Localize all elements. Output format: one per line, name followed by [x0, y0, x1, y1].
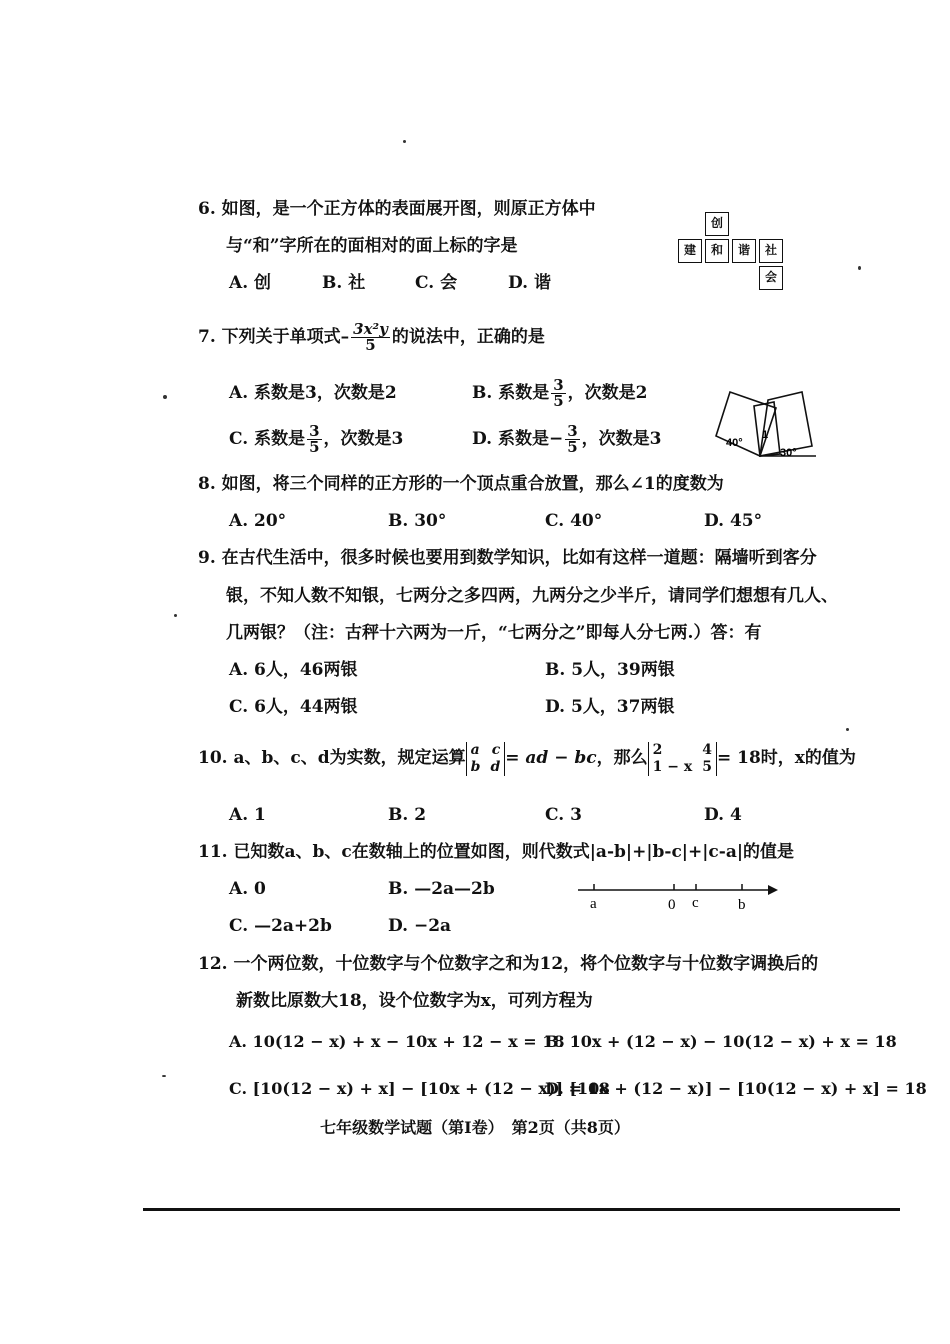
q7-optb-pre: B. 系数是	[472, 383, 550, 403]
q6-option-a: A. 创	[229, 273, 272, 293]
q7-option-b	[472, 373, 648, 413]
q9-option-a: A. 6人，46两银	[229, 660, 358, 680]
label-b: b	[738, 897, 746, 912]
q10-option-a: A. 1	[229, 805, 266, 825]
page-footer: 七年级数学试题（第Ⅰ卷） 第2页（共8页）	[320, 1118, 630, 1137]
q6-line2: 与“和”字所在的面相对的面上标的字是	[226, 236, 518, 256]
q12-option-b: B. 10x + (12 − x) − 10(12 − x) + x = 18	[545, 1032, 897, 1051]
det1-b: b	[470, 758, 481, 775]
q7-optd-fraction	[565, 424, 579, 455]
axis-arrow	[768, 885, 778, 895]
q8-option-c: C. 40°	[545, 511, 603, 531]
q8-option-b: B. 30°	[388, 511, 447, 531]
net-cell-chuang: 创	[705, 212, 729, 236]
net-cell-jian: 建	[678, 239, 702, 263]
q9-line3: 几两银？（注：古秤十六两为一斤，“七两分之”即每人分七两.）答：有	[226, 623, 762, 643]
q12-line2: 新数比原数大18，设个位数字为x，可列方程为	[236, 991, 593, 1011]
det2-5: 5	[702, 758, 712, 775]
q7-stem-post: 的说法中，正确的是	[391, 327, 545, 347]
q10-determinant-def	[466, 742, 506, 776]
q10-determinant-given	[648, 742, 717, 776]
scan-speck	[403, 140, 406, 143]
q7-optb-den: 5	[553, 392, 564, 410]
q12-option-d: D. [10x + (12 − x)] − [10(12 − x) + x] = 18	[545, 1079, 927, 1098]
q7-optb-fraction	[551, 378, 565, 409]
bottom-rule	[143, 1208, 900, 1211]
q11-option-c: C. —2a+2b	[229, 916, 332, 936]
label-0: 0	[668, 897, 676, 912]
number-line-figure	[574, 878, 784, 912]
q10-option-b: B. 2	[388, 805, 427, 825]
det2-2: 2	[652, 741, 663, 758]
det2-4: 4	[702, 741, 712, 758]
q9-option-c: C. 6人，44两银	[229, 697, 358, 717]
q7-optc-post: ，次数是3	[323, 429, 404, 449]
q7-optd-den: 5	[567, 438, 578, 456]
q6-option-b: B. 社	[322, 273, 366, 293]
angle-40-label: 40°	[726, 437, 743, 449]
q7-optd-num: 3	[567, 422, 578, 440]
scan-speck	[846, 728, 849, 731]
scan-speck	[858, 266, 861, 270]
scan-speck	[174, 614, 177, 617]
det1-d: d	[490, 758, 501, 775]
q7-optd-post: ，次数是3	[581, 429, 662, 449]
q9-line2: 银，不知人数不知银，七两分之多四两，九两分之少半斤，请同学们想想有几人、	[226, 586, 838, 606]
q7-frac-num: 3x²y	[353, 320, 388, 338]
q7-option-d	[472, 419, 662, 459]
q11-stem: 11. 已知数a、b、c在数轴上的位置如图，则代数式|a-b|+|b-c|+|c-a|的值是	[198, 842, 795, 862]
q6-line1: 6. 如图，是一个正方体的表面展开图，则原正方体中	[198, 199, 596, 219]
q10-mid: ，那么	[596, 748, 648, 768]
q7-stem: 7. 下列关于单项式– $\frac{\text{3x²y}}{5}$ 的说法中，正确的是	[198, 320, 545, 354]
q6-option-d: D. 谐	[508, 273, 551, 293]
q11-option-b: B. —2a—2b	[388, 879, 495, 899]
q11-option-a: A. 0	[229, 879, 266, 899]
q8-option-a: A. 20°	[229, 511, 287, 531]
net-cell-xie: 谐	[732, 239, 756, 263]
q7-frac-den: 5	[365, 336, 376, 354]
q7-optb-post: ，次数是2	[567, 383, 648, 403]
label-a: a	[590, 896, 597, 912]
q7-optc-pre: C. 系数是	[229, 429, 306, 449]
q7-stem-pre: 7. 下列关于单项式	[198, 327, 341, 347]
q12-option-a: A. 10(12 − x) + x − 10x + 12 − x = 18	[229, 1032, 565, 1051]
det2-1mx: 1 − x	[652, 758, 693, 775]
three-squares-figure	[708, 384, 820, 464]
q12-option-c: C. [10(12 − x) + x] − [10x + (12 − x)] = 18	[229, 1079, 610, 1098]
angle-1-label: 1	[762, 429, 769, 441]
q8-stem: 8. 如图，将三个同样的正方形的一个顶点重合放置，那么∠1的度数为	[198, 474, 724, 494]
q7-optc-den: 5	[309, 438, 320, 456]
q11-option-d: D. −2a	[388, 916, 452, 936]
q7-option-c	[229, 419, 403, 459]
q8-option-d: D. 45°	[704, 511, 763, 531]
scan-speck	[163, 395, 167, 399]
q10-stem	[198, 738, 856, 778]
q7-option-a: A. 系数是3，次数是2	[229, 383, 397, 403]
label-c: c	[692, 895, 699, 911]
q10-post: = 18时，x的值为	[716, 748, 856, 768]
q10-eq1: = ad − bc	[505, 748, 597, 768]
q10-option-d: D. 4	[704, 805, 742, 825]
net-cell-he: 和	[705, 239, 729, 263]
q9-option-b: B. 5人，39两银	[545, 660, 675, 680]
q7-optc-fraction	[307, 424, 321, 455]
q7-optd-pre: D. 系数是−	[472, 429, 564, 449]
q7-monomial-fraction	[351, 322, 390, 353]
q10-pre: 10. a、b、c、d为实数，规定运算	[198, 748, 466, 768]
q9-option-d: D. 5人，37两银	[545, 697, 675, 717]
q7-optb-num: 3	[553, 376, 564, 394]
q6-option-c: C. 会	[415, 273, 458, 293]
net-cell-hui: 会	[759, 266, 783, 290]
q12-line1: 12. 一个两位数，十位数字与个位数字之和为12，将个位数字与十位数字调换后的	[198, 954, 819, 974]
q10-option-c: C. 3	[545, 805, 582, 825]
q7-optc-num: 3	[309, 422, 320, 440]
angle-30-label: 30°	[780, 447, 797, 459]
net-cell-she: 社	[759, 239, 783, 263]
det1-c: c	[491, 741, 501, 758]
q9-line1: 9. 在古代生活中，很多时候也要用到数学知识，比如有这样一道题：隔墙听到客分	[198, 548, 817, 568]
det1-a: a	[470, 741, 480, 758]
scan-speck	[162, 1075, 166, 1077]
